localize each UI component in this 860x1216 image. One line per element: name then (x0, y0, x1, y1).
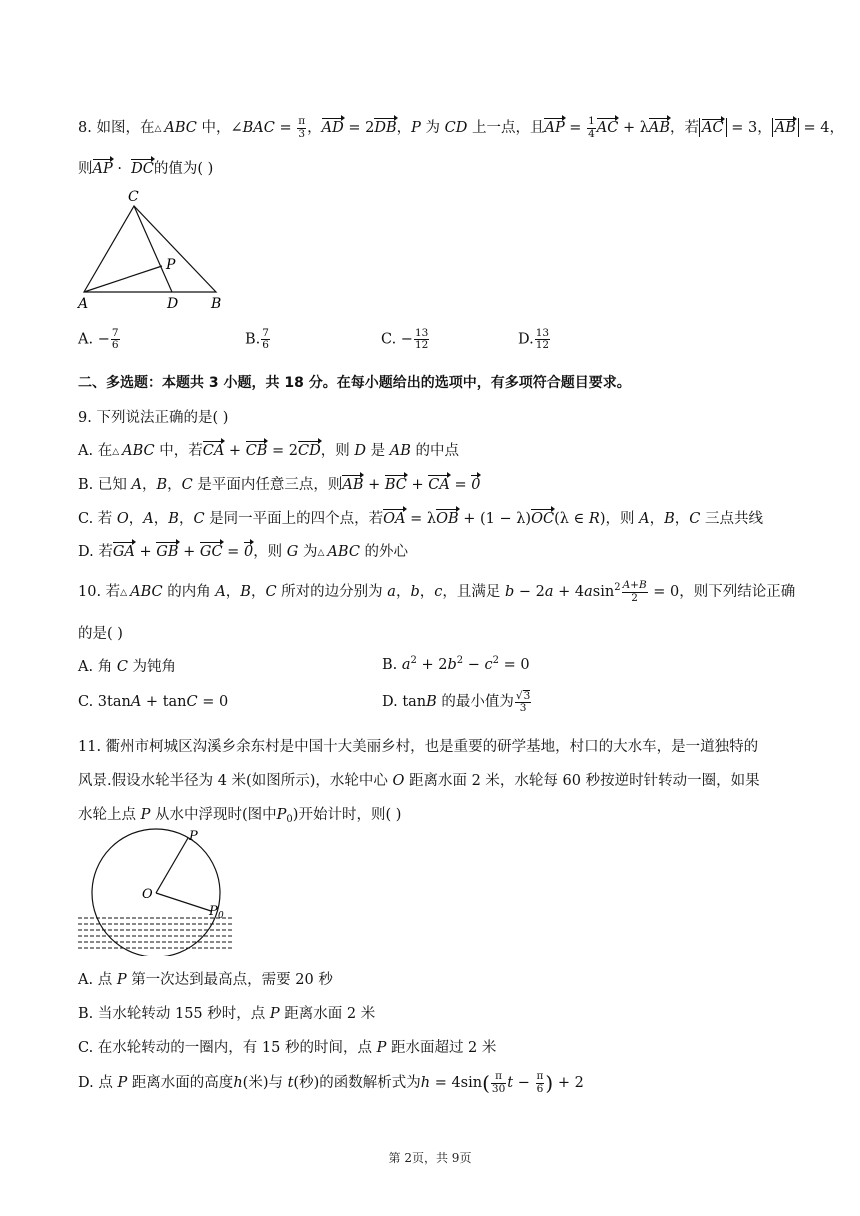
q8-text: 中， (201, 120, 231, 136)
q8-text: ， (307, 120, 322, 136)
q9-stem: 9. 下列说法正确的是( ) (78, 410, 229, 426)
option-b[interactable]: B. $\frac{7}{6}$ (245, 327, 269, 352)
q9-option-c[interactable]: C. 若 O，A，B，C 是同一平面上的四个点，若OA = λOB + (1 − λ)OC(λ ∈ R)，则 A，B，C 三点共线 (78, 507, 763, 528)
segment-ap (84, 266, 162, 292)
option-c[interactable]: C. − $\frac{13}{12}$ (381, 327, 429, 352)
triangle-figure (74, 186, 234, 316)
q8-text: ， (829, 120, 844, 136)
triangle-abc (84, 206, 216, 292)
q10-option-d[interactable]: D. tanB 的最小值为 $\frac{√3}{3}$ (382, 690, 531, 715)
q9-option-d[interactable]: D. 若GA + GB + GC = 0，则 G 为△ ABC 的外心 (78, 540, 408, 561)
segment-cd (134, 206, 172, 292)
option-a[interactable]: A. − $\frac{7}{6}$ (78, 327, 119, 352)
q8-text: 为 (425, 120, 441, 136)
water-lines (78, 918, 232, 948)
label-b: B (211, 296, 222, 312)
label-d: D (167, 296, 179, 312)
q8-text: ，若 (670, 120, 700, 136)
q8-text: 的值为( ) (153, 161, 214, 177)
radius-op (156, 838, 188, 893)
label-o: O (142, 887, 153, 902)
label-p0: P (209, 904, 218, 919)
q8-line1: 8. 如图，在△ ABC 中，∠BAC = $\frac{\pi}{3}$ ，AD = 2DB，P 为 CD 上一点，且AP = $\frac{1}{4}$ AC + λAB，若 AC = 3， AB = 4， (78, 115, 844, 140)
q10-option-c[interactable]: C. 3tanA + tanC = 0 (78, 694, 229, 710)
q10-line2: 的是( ) (78, 626, 123, 642)
page-footer: 第 2页，共 9页 (388, 1151, 472, 1165)
label-a: A (78, 296, 89, 312)
q9-option-a[interactable]: A. 在△ ABC 中，若CA + CB = 2CD，则 D 是 AB 的中点 (78, 439, 459, 460)
q8-text: ， (757, 120, 772, 136)
q11-option-a[interactable]: A. 点 P 第一次达到最高点，需要 20 秒 (78, 972, 333, 988)
q8-line2: 则AP · DC的值为( ) (78, 157, 213, 178)
q11-option-c[interactable]: C. 在水轮转动的一圈内，有 15 秒的时间，点 P 距水面超过 2 米 (78, 1040, 497, 1056)
q11-option-b[interactable]: B. 当水轮转动 155 秒时，点 P 距离水面 2 米 (78, 1006, 376, 1022)
q9-option-b[interactable]: B. 已知 A，B，C 是平面内任意三点，则AB + BC + CA = 0 (78, 473, 480, 494)
q8-text: 上一点，且 (471, 120, 545, 136)
q10-line1: 10. 若△ ABC 的内角 A，B，C 所对的边分别为 a，b，c，且满足 b − 2a + 4asin$^2$ $\frac{A+B}{2}$ = 0，则下列结论正确 (78, 579, 796, 604)
q8-number: 8. (78, 120, 92, 136)
label-c: C (128, 189, 139, 205)
q11-option-d[interactable]: D. 点 P 距离水面的高度h(米)与 t(秒)的函数解析式为h = 4sin( $\frac{\pi}{30}$ t − $\frac{\pi}{6}$ ) + 2 (78, 1070, 584, 1095)
label-p: P (189, 829, 198, 844)
q10-option-b[interactable]: B. $a^2 + 2b^2 - c^2 = 0$ (382, 655, 530, 673)
label-p0-subscript: 0 (218, 911, 224, 921)
q8-text: 如图，在 (96, 120, 155, 136)
waterwheel-figure (76, 828, 236, 956)
triangle-symbol: △ (154, 124, 162, 134)
label-p: P (166, 257, 176, 273)
option-d[interactable]: D. $\frac{13}{12}$ (518, 327, 550, 352)
q11-line1: 11. 衢州市柯城区沟溪乡余东村是中国十大美丽乡村，也是重要的研学基地，村口的大水车，是一道独特的 (78, 739, 759, 755)
q11-line3: 水轮上点 P 从水中浮现时(图中$P_0$)开始计时，则( ) (78, 807, 402, 825)
q8-text: 则 (78, 161, 93, 177)
radius-op0 (156, 893, 211, 911)
q11-line2: 风景.假设水轮半径为 4 米(如图所示)，水轮中心 O 距离水面 2 米，水轮每 60 秒按逆时针转动一圈，如果 (78, 773, 760, 789)
q10-option-a[interactable]: A. 角 C 为钝角 (78, 659, 177, 675)
fraction: $\frac{\pi}{3}$ (298, 115, 306, 140)
section-heading: 二、多选题：本题共 3 小题，共 18 分。在每小题给出的选项中，有多项符合题目要求。 (78, 375, 631, 391)
q8-text: ， (396, 120, 412, 136)
